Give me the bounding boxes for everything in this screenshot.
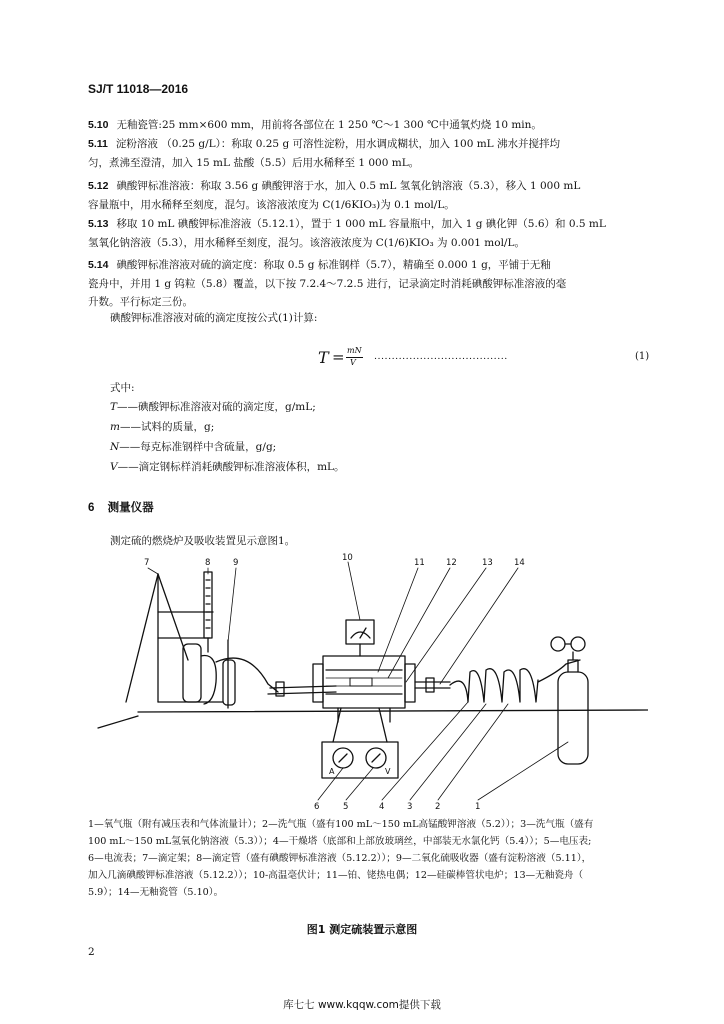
section-6-number: 6 — [88, 502, 95, 514]
section-continuation-line: 升数。平行标定三份。 — [88, 296, 193, 308]
section-continuation-line: 氢氧化钠溶液（5.3），用水稀释至刻度，混匀。该溶液浓度为 C(1/6)KIO₃ 为 0.001 mol/L。 — [88, 237, 525, 249]
definition-symbol: T — [110, 401, 118, 413]
section-5-11-line — [88, 136, 560, 151]
formula-numerator: mN — [347, 346, 362, 355]
section-5-10-line — [88, 117, 542, 132]
section-number: 5.10 — [88, 119, 109, 131]
bench-left-edge — [98, 716, 138, 728]
meter-a-label: A — [329, 767, 335, 776]
formula-intro: 碘酸钾标准溶液对硫的滴定度按公式(1)计算: — [110, 312, 318, 324]
definition-item — [110, 439, 276, 454]
formula — [318, 347, 658, 377]
tube-furnace — [313, 656, 415, 708]
oxygen-cylinder — [551, 637, 588, 764]
figure-caption — [88, 816, 648, 901]
tube-right — [415, 682, 450, 688]
absorber — [183, 640, 278, 708]
wash-bottles — [450, 660, 580, 702]
leader-lines — [148, 562, 568, 800]
section-text: 碘酸钾标准溶液：称取 3.56 g 碘酸钾溶于水，加入 0.5 mL 氢氧化钠溶液（5.3），移入 1 000 mL — [116, 180, 581, 192]
section-continuation-line: 瓷舟中，并用 1 g 钨粒（5.8）覆盖，以下按 7.2.4～7.2.5 进行，记录滴定时消耗碘酸钾标准溶液的毫 — [88, 278, 567, 290]
caption-line: 100 mL～150 mL氢氧化钠溶液（5.3））；4—干燥塔（底部和上部放玻璃丝，中部装无水氯化钙（5.4））；5—电压表; — [88, 836, 592, 847]
definition-item — [110, 399, 316, 414]
definition-item — [110, 459, 345, 474]
section-5-12-line — [88, 178, 580, 193]
definition-item — [110, 419, 214, 434]
definition-symbol: m — [110, 421, 120, 433]
tube-clamp-right — [426, 678, 434, 692]
apparatus-diagram — [88, 552, 648, 812]
section-number: 5.14 — [88, 259, 109, 271]
section-number: 5.13 — [88, 218, 109, 230]
section-continuation-line: 匀，煮沸至澄清，加入 15 mL 盐酸（5.5）后用水稀释至 1 000 mL。 — [88, 157, 420, 169]
formula-eq: = — [332, 348, 345, 366]
label-4: 4 — [379, 802, 385, 812]
label-12: 12 — [446, 558, 457, 568]
section-text: 无釉瓷管:25 mm×600 mm，用前将各部位在 1 250 ℃～1 300 ℃中通氧灼烧 10 min。 — [116, 119, 542, 131]
label-9: 9 — [233, 558, 239, 568]
label-7: 7 — [144, 558, 150, 568]
definition-symbol: N — [110, 441, 120, 453]
section-5-13-line — [88, 216, 606, 231]
definition-text: ——滴定钢标样消耗碘酸钾标准溶液体积，mL。 — [117, 461, 345, 473]
section-text: 碘酸钾标准溶液对硫的滴定度：称取 0.5 g 标准钢样（5.7），精确至 0.000 1 g，平铺于无釉 — [116, 259, 551, 271]
section-6-title: 测量仪器 — [107, 502, 154, 514]
caption-line: 6—电流表；7—滴定架；8—滴定管（盛有碘酸钾标准溶液（5.12.2））；9—二氧化硫吸收器（盛有淀粉溶液（5.11）， — [88, 853, 592, 864]
label-3: 3 — [407, 802, 413, 812]
label-5: 5 — [343, 802, 349, 812]
figure-title: 图1 测定硫装置示意图 — [306, 923, 418, 936]
meter-v-label: V — [385, 767, 391, 776]
definition-text: ——试料的质量，g; — [119, 421, 215, 433]
label-11: 11 — [414, 558, 425, 568]
standard-code: SJ/T 11018—2016 — [88, 82, 189, 96]
formula-dots: ...................................... — [374, 351, 508, 362]
label-14: 14 — [514, 558, 525, 568]
caption-line: 加入几滴碘酸钾标准溶液（5.12.2））；10-高温毫伏计；11—铂、铑热电偶；12—硅碳棒管状电炉；13—无釉瓷舟（ — [88, 870, 584, 881]
caption-line: 5.9）；14—无釉瓷管（5.10）。 — [88, 887, 224, 898]
formula-number: (1) — [635, 351, 650, 362]
millivoltmeter — [346, 620, 374, 656]
section-text: 移取 10 mL 碘酸钾标准溶液（5.12.1），置于 1 000 mL 容量瓶中，加入 1 g 碘化钾（5.6）和 0.5 mL — [116, 218, 606, 230]
section-text: 淀粉溶液 （0.25 g/L）：称取 0.25 g 可溶性淀粉，用水调成糊状，加入 100 mL 沸水并搅拌均 — [115, 138, 560, 150]
section-number: 5.11 — [88, 138, 108, 150]
definition-text: ——碘酸钾标准溶液对硫的滴定度，g/mL; — [117, 401, 316, 413]
label-1: 1 — [475, 802, 481, 812]
section-continuation-line: 容量瓶中，用水稀释至刻度，混匀。该溶液浓度为 C(1/6KIO₃)为 0.1 mol/L。 — [88, 199, 455, 211]
where-label: 式中: — [110, 382, 135, 394]
section-6-heading — [88, 499, 154, 515]
definition-symbol: V — [110, 461, 118, 473]
section-6-intro: 测定硫的燃烧炉及吸收装置见示意图1。 — [110, 535, 296, 547]
label-10: 10 — [342, 553, 353, 563]
label-6: 6 — [314, 802, 320, 812]
formula-denominator: V — [350, 358, 356, 367]
section-5-14-line — [88, 257, 551, 272]
definition-text: ——每克标准钢样中含硫量，g/g; — [119, 441, 277, 453]
label-8: 8 — [205, 558, 211, 568]
bench-line — [138, 710, 648, 712]
download-footer: 库七七 www.kqqw.com提供下载 — [283, 999, 441, 1011]
label-2: 2 — [435, 802, 441, 812]
label-13: 13 — [482, 558, 493, 568]
page-number: 2 — [88, 946, 95, 958]
formula-lhs: T — [318, 348, 329, 367]
section-number: 5.12 — [88, 180, 109, 192]
caption-line: 1—氧气瓶（附有减压表和气体流量计）；2—洗气瓶（盛有100 mL～150 mL高锰酸钾溶液（5.2））；3—洗气瓶（盛有 — [88, 819, 594, 830]
